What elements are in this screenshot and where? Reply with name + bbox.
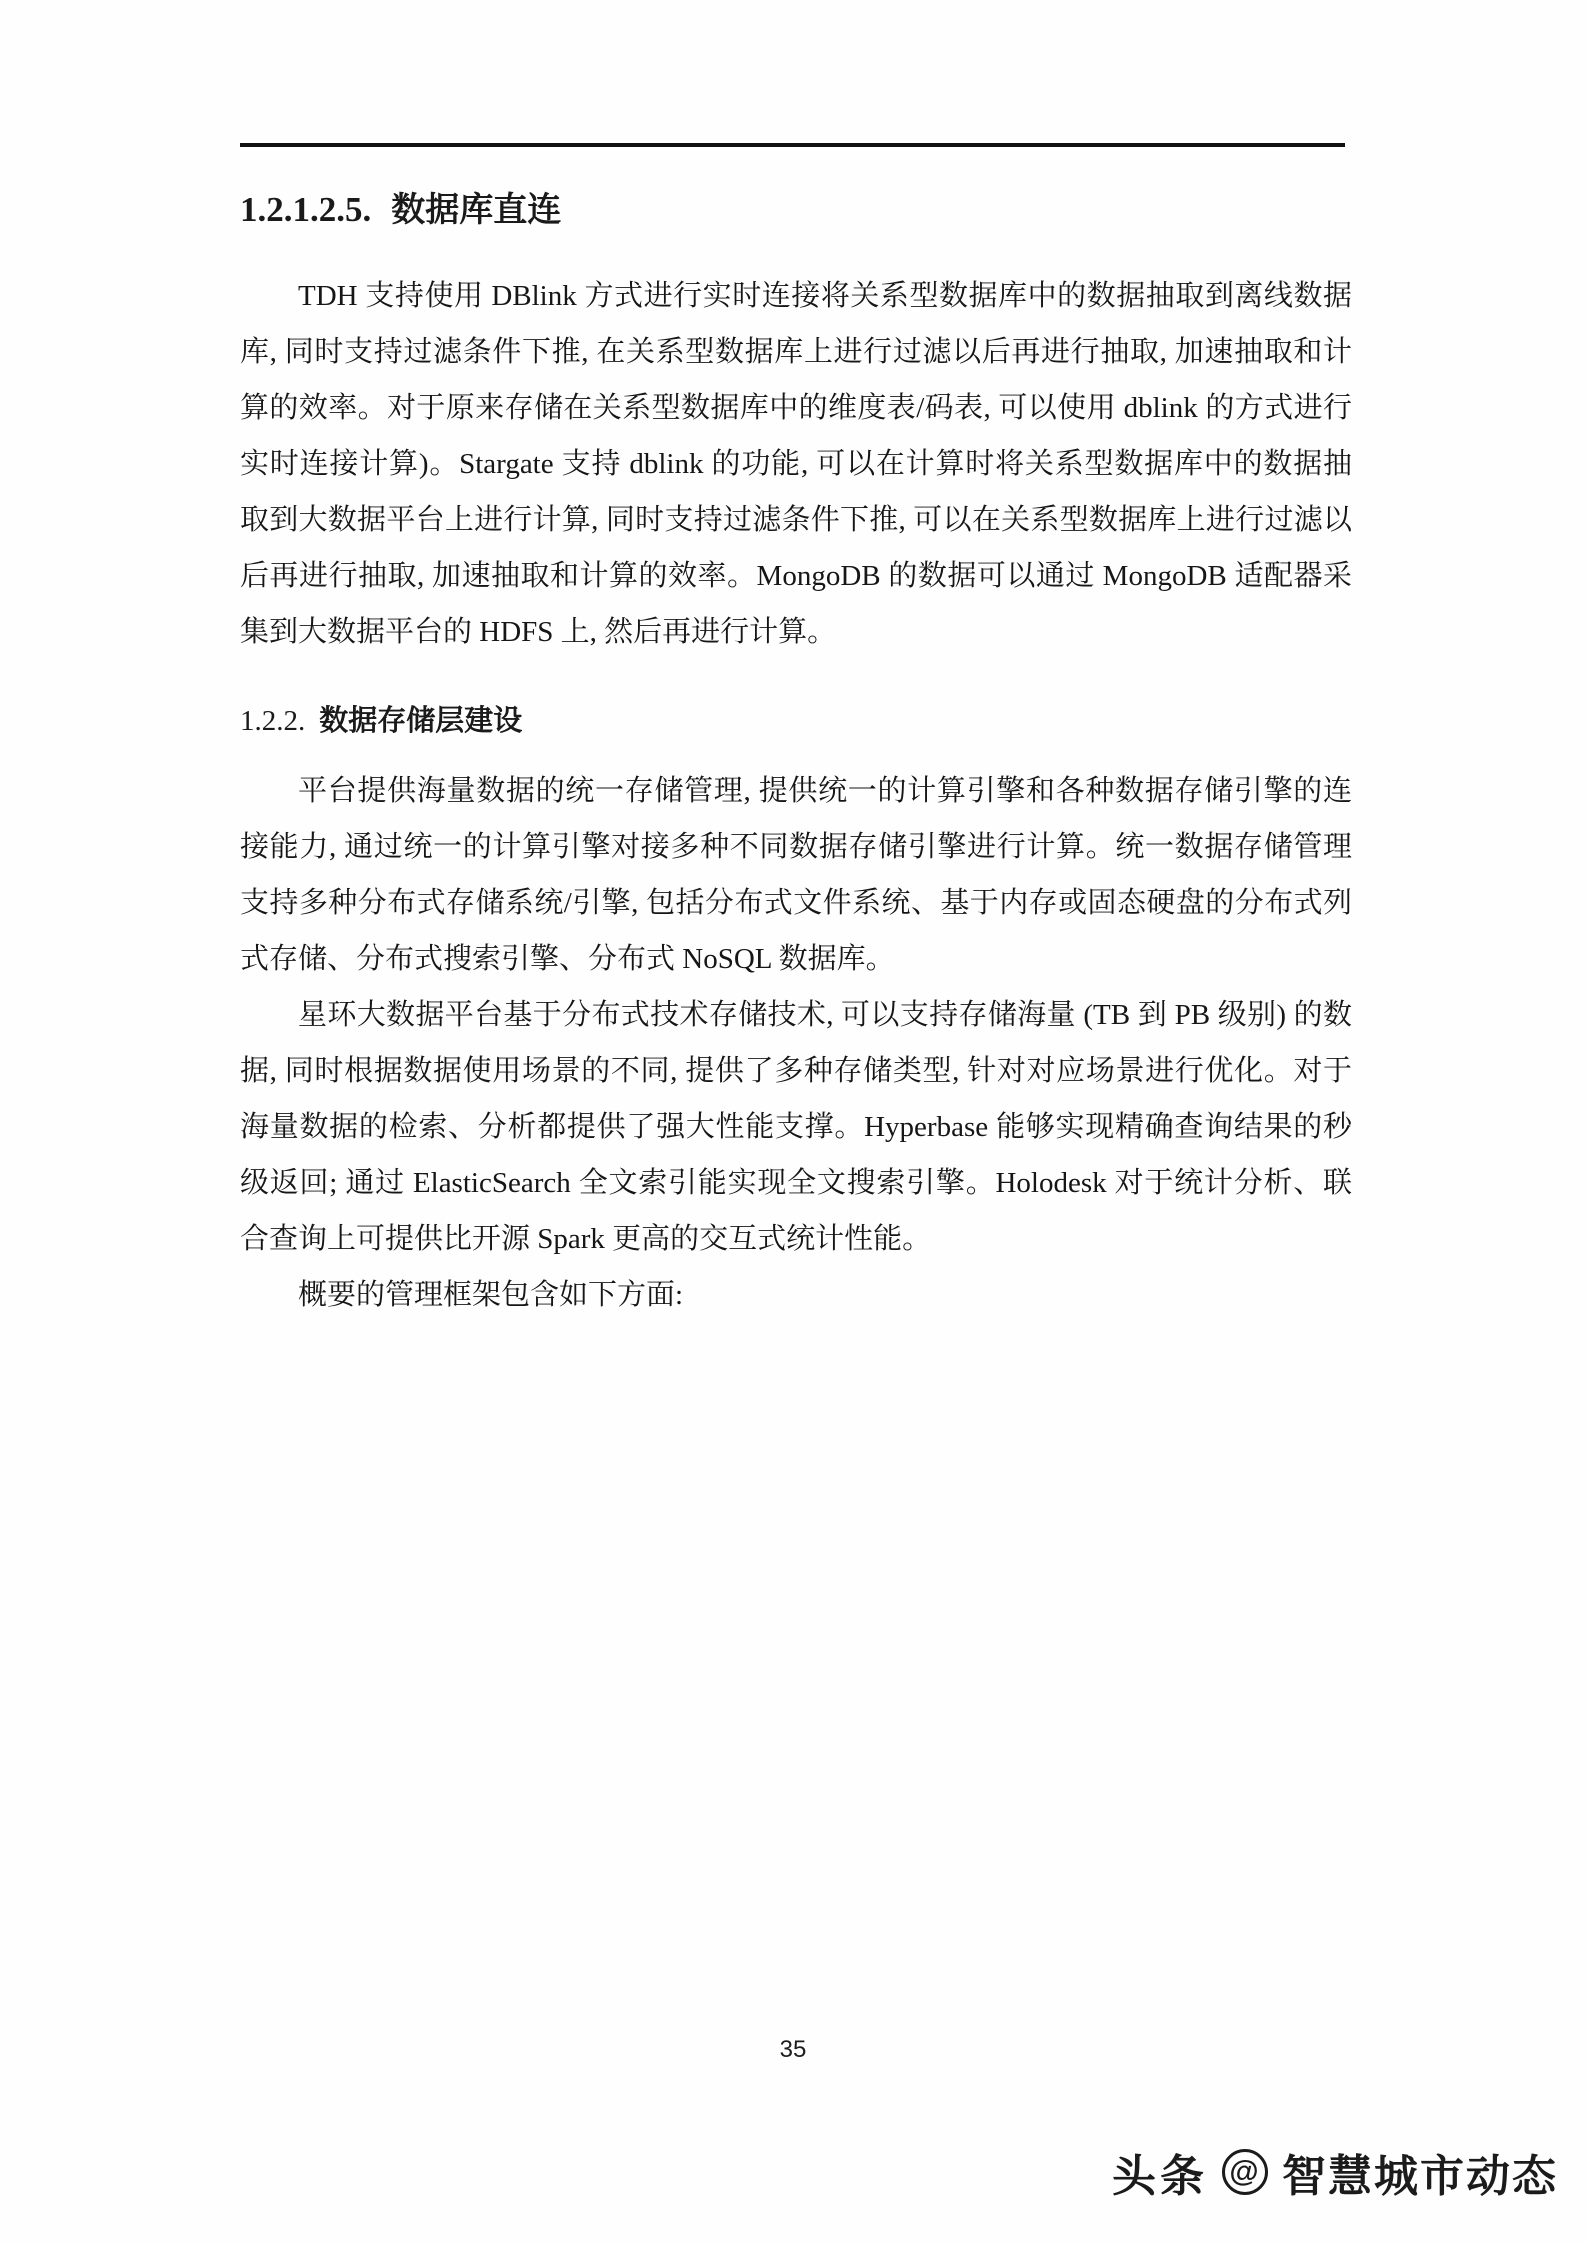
- heading-number: 1.2.2.: [240, 705, 306, 738]
- header-rule-divider: [240, 143, 1345, 147]
- page-number: 35: [779, 2036, 807, 2063]
- paragraph-transwarp-platform: 星环大数据平台基于分布式技术存储技术, 可以支持存储海量 (TB 到 PB 级别) 的数据, 同时根据数据使用场景的不同, 提供了多种存储类型, 针对对应场景进行优化。对于海量数据的检索、分析都提供了强大性能支撑。Hyperbase 能够实现精确查询结果的秒级返回; 通过 ElasticSearch 全文索引能实现全文搜索引擎。Holodesk 对于统计分析、联合查询上可提供比开源 Spark 更高的交互式统计性能。: [240, 999, 1352, 1256]
- heading-title: 数据库直连: [391, 191, 562, 229]
- watermark-account-name: 智慧城市动态: [1282, 2152, 1558, 2201]
- at-sign-icon: @: [1222, 2149, 1268, 2195]
- heading-section-1-2-1-2-5: [240, 190, 1352, 230]
- heading-number: 1.2.1.2.5.: [240, 190, 372, 229]
- watermark-brand: 头条: [1112, 2152, 1208, 2201]
- paragraph-dblink-overview: TDH 支持使用 DBlink 方式进行实时连接将关系型数据库中的数据抽取到离线数据库, 同时支持过滤条件下推, 在关系型数据库上进行过滤以后再进行抽取, 加速抽取和计算的效率。对于原来存储在关系型数据库中的维度表/码表, 可以使用 dblink 的方式进行实时连接计算)。Stargate 支持 dblink 的功能, 可以在计算时将关系型数据库中的数据抽取到大数据平台上进行计算, 同时支持过滤条件下推, 可以在关系型数据库上进行过滤以后再进行抽取, 加速抽取和计算的效率。MongoDB 的数据可以通过 MongoDB 适配器采集到大数据平台的 HDFS 上, 然后再进行计算。: [240, 280, 1352, 649]
- heading-title: 数据存储层建设: [319, 705, 523, 738]
- heading-section-1-2-2: [240, 704, 1352, 739]
- watermark-logo: [1112, 2140, 1558, 2204]
- paragraph-unified-storage: 平台提供海量数据的统一存储管理, 提供统一的计算引擎和各种数据存储引擎的连接能力, 通过统一的计算引擎对接多种不同数据存储引擎进行计算。统一数据存储管理支持多种分布式存储系统/引擎, 包括分布式文件系统、基于内存或固态硬盘的分布式列式存储、分布式搜索引擎、分布式 NoSQL 数据库。: [240, 775, 1352, 976]
- paragraph-framework-intro: 概要的管理框架包含如下方面:: [298, 1279, 684, 1312]
- page-content: [240, 190, 1352, 1323]
